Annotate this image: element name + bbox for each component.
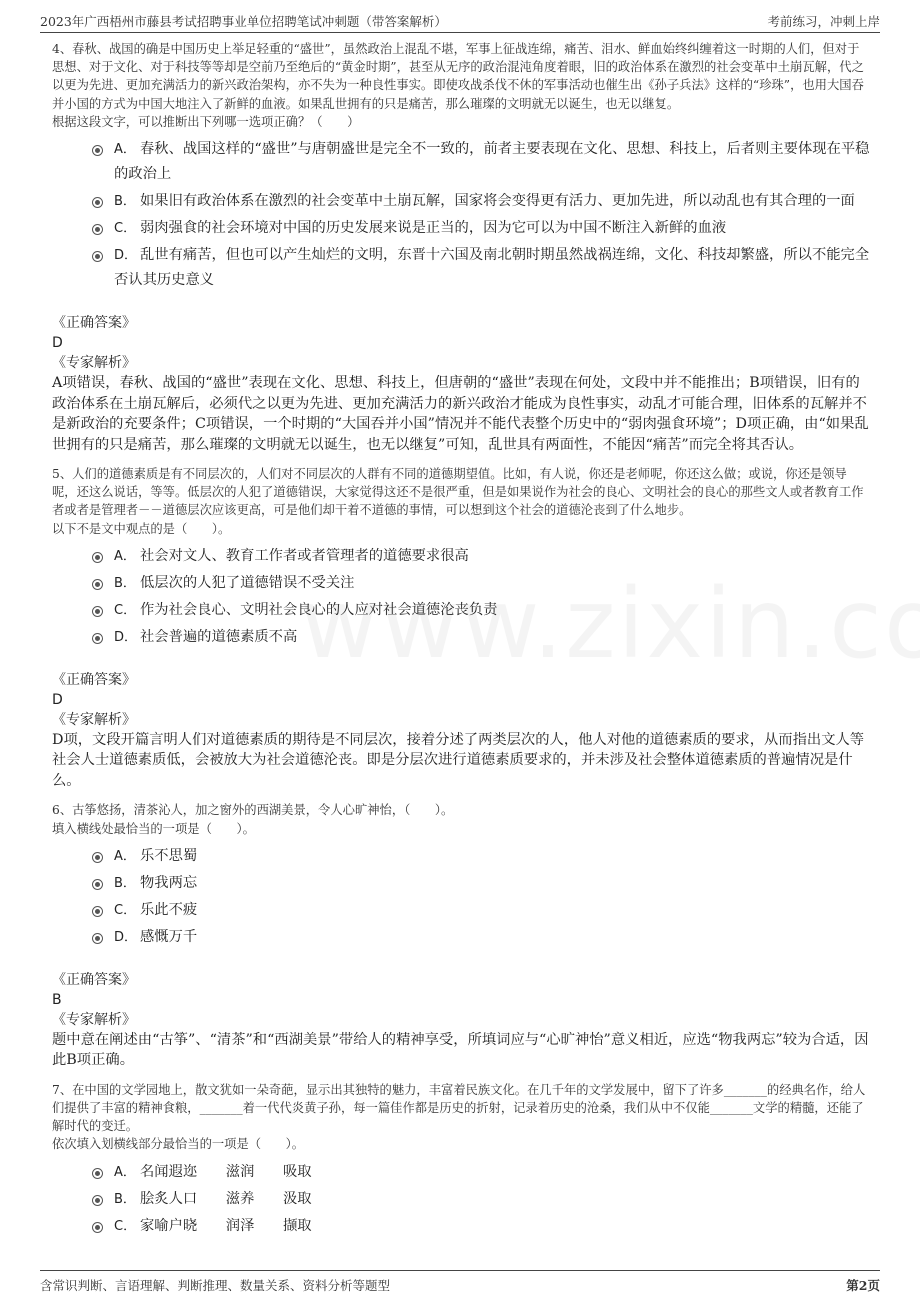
- question-prompt: 依次填入划横线部分最恰当的一项是（ ）。: [52, 1137, 305, 1152]
- options-list: [92, 544, 870, 650]
- question-prompt: 根据这段文字，可以推断出下列哪一选项正确？（ ）: [52, 114, 360, 129]
- analysis-text: 题中意在阐述由“古筝”、“清茶”和“西湖美景”带给人的精神享受，所填词应与“心旷神怡”意义相近，应选“物我两忘”较为合适，因此B项正确。: [52, 1031, 869, 1069]
- question-6: [52, 801, 870, 1070]
- option-b[interactable]: B． 物我两忘: [92, 871, 870, 896]
- radio-icon[interactable]: [92, 197, 103, 208]
- option-b[interactable]: B． 脍炙人口 滋养 汲取: [92, 1187, 870, 1212]
- option-b[interactable]: B． 如果旧有政治体系在激烈的社会变革中土崩瓦解，国家将会变得更有活力、更加先进，所以动乱也有其合理的一面: [92, 189, 870, 214]
- answer-block: [52, 970, 870, 1071]
- radio-icon[interactable]: [92, 552, 103, 563]
- options-list: [92, 1160, 870, 1239]
- question-4: [52, 40, 870, 455]
- radio-icon[interactable]: [92, 933, 103, 944]
- analysis-text: A项错误，春秋、战国的“盛世”表现在文化、思想、科技上，但唐朝的“盛世”表现在何处，文段中并不能推出；B项错误，旧有的政治体系在土崩瓦解后，必须代之以更为先进、更加充满活力的新兴政治才能成为良性事实，动乱才可能合理，旧体系的瓦解并不是新政治的充要条件；C项错误，一个时期的“大国吞并小国”情况并不能代表整个历史中的“弱肉强食环境”；D项正确，由“如果乱世拥有的只是痛苦，那么璀璨的文明就无以诞生，也无以继复”可知，乱世具有两面性，不能因“痛苦”而完全将其否认。: [52, 375, 869, 453]
- correct-answer-label: 《正确答案》: [52, 671, 136, 688]
- option-a[interactable]: A． 春秋、战国这样的“盛世”与唐朝盛世是完全不一致的，前者主要表现在文化、思想、科技上，后者则主要体现在平稳的政治上: [92, 137, 870, 187]
- question-passage: 4、春秋、战国的确是中国历史上举足轻重的“盛世”，虽然政治上混乱不堪，军事上征战连绵，痛苦、泪水、鲜血始终纠缠着这一时期的人们，但对于思想、对于文化、对于科技等等却是空前乃至绝后的“黄金时期”，甚至从无序的政治混沌角度着眼，旧的政治体系在激烈的社会变革中土崩瓦解，代之以更为先进、更加充满活力的新兴政治架构，亦不失为一种良性事实。即使攻战杀伐不休的军事活动也催生出《孙子兵法》这样的“珍珠”，也用大国吞并小国的方式为中国大地注入了新鲜的血液。如果乱世拥有的只是痛苦，那么璀璨的文明就无以诞生，也无以继复。: [52, 42, 864, 111]
- header-slogan: 考前练习，冲刺上岸: [767, 14, 880, 29]
- question-5: [52, 465, 870, 791]
- correct-answer: D: [52, 335, 63, 352]
- question-prompt: 以下不是文中观点的是（ ）。: [52, 521, 231, 536]
- radio-icon[interactable]: [92, 1222, 103, 1233]
- option-c[interactable]: C． 乐此不疲: [92, 898, 870, 923]
- question-stem: [52, 40, 870, 131]
- question-passage: 7、在中国的文学园地上，散文犹如一朵奇葩，显示出其独特的魅力，丰富着民族文化。在几千年的文学发展中，留下了许多_______的经典名作，给人们提供了丰富的精神食粮，_______着一代代炎黄子孙，每一篇佳作都是历史的折射，记录着历史的沧桑，我们从中不仅能_______文学的精髓，还能了解时代的变迁。: [52, 1082, 866, 1134]
- radio-icon[interactable]: [92, 579, 103, 590]
- question-prompt: 填入横线处最恰当的一项是（ ）。: [52, 821, 255, 836]
- correct-answer: B: [52, 991, 62, 1008]
- option-c[interactable]: C． 弱肉强食的社会环境对中国的历史发展来说是正当的，因为它可以为中国不断注入新鲜的血液: [92, 216, 870, 241]
- radio-icon[interactable]: [92, 251, 103, 262]
- page-header: [40, 10, 880, 33]
- correct-answer-label: 《正确答案》: [52, 315, 136, 332]
- analysis-label: 《专家解析》: [52, 355, 136, 372]
- option-c[interactable]: C． 作为社会良心、文明社会良心的人应对社会道德沦丧负责: [92, 598, 870, 623]
- radio-icon[interactable]: [92, 145, 103, 156]
- radio-icon[interactable]: [92, 633, 103, 644]
- option-a[interactable]: A． 名闻遐迩 滋润 吸取: [92, 1160, 870, 1185]
- option-c[interactable]: C． 家喻户晓 润泽 撷取: [92, 1214, 870, 1239]
- answer-block: [52, 670, 870, 792]
- question-stem: [52, 1081, 870, 1154]
- options-list: [92, 844, 870, 950]
- option-d[interactable]: D． 感慨万千: [92, 925, 870, 950]
- radio-icon[interactable]: [92, 879, 103, 890]
- answer-block: [52, 313, 870, 455]
- radio-icon[interactable]: [92, 1195, 103, 1206]
- page-footer: [40, 1270, 880, 1295]
- radio-icon[interactable]: [92, 852, 103, 863]
- radio-icon[interactable]: [92, 906, 103, 917]
- question-stem: [52, 465, 870, 538]
- radio-icon[interactable]: [92, 1168, 103, 1179]
- question-passage: 5、人们的道德素质是有不同层次的，人们对不同层次的人群有不同的道德期望值。比如，有人说，你还是老师呢，你还这么做；或说，你还是领导呢，还这么说话，等等。低层次的人犯了道德错误，大家觉得这还不是很严重，但是如果说作为社会的良心、文明社会的良心的那些文人或者教育工作者或者是管理者－－道德层次应该更高，可是他们却干着不道德的事情，可以想到这个社会的道德沦丧到了什么地步。: [52, 467, 864, 518]
- correct-answer-label: 《正确答案》: [52, 971, 136, 988]
- option-d[interactable]: D． 乱世有痛苦，但也可以产生灿烂的文明，东晋十六国及南北朝时期虽然战祸连绵，文化、科技却繁盛，所以不能完全否认其历史意义: [92, 243, 870, 293]
- question-7: [52, 1081, 870, 1239]
- options-list: [92, 137, 870, 293]
- document-title: 2023年广西梧州市藤县考试招聘事业单位招聘笔试冲刺题（带答案解析）: [40, 14, 447, 29]
- option-a[interactable]: A． 社会对文人、教育工作者或者管理者的道德要求很高: [92, 544, 870, 569]
- option-b[interactable]: B． 低层次的人犯了道德错误不受关注: [92, 571, 870, 596]
- radio-icon[interactable]: [92, 224, 103, 235]
- questions-area: [52, 40, 870, 1249]
- analysis-label: 《专家解析》: [52, 1011, 136, 1028]
- analysis-text: D项，文段开篇言明人们对道德素质的期待是不同层次，接着分述了两类层次的人，他人对他的道德素质的要求，从而指出文人等社会人士道德素质低，会被放大为社会道德沦丧。即是分层次进行道德素质要求的，并未涉及社会整体道德素质的普遍情况是什么。: [52, 731, 865, 789]
- question-passage: 6、古筝悠扬，清茶沁人，加之窗外的西湖美景，令人心旷神怡，（ ）。: [52, 803, 454, 818]
- radio-icon[interactable]: [92, 606, 103, 617]
- question-stem: [52, 801, 870, 837]
- analysis-label: 《专家解析》: [52, 711, 136, 728]
- option-a[interactable]: A． 乐不思蜀: [92, 844, 870, 869]
- correct-answer: D: [52, 691, 63, 708]
- footer-categories: 含常识判断、言语理解、判断推理、数量关系、资料分析等题型: [40, 1278, 391, 1293]
- page-number: 第2页: [846, 1278, 880, 1293]
- option-d[interactable]: D． 社会普遍的道德素质不高: [92, 625, 870, 650]
